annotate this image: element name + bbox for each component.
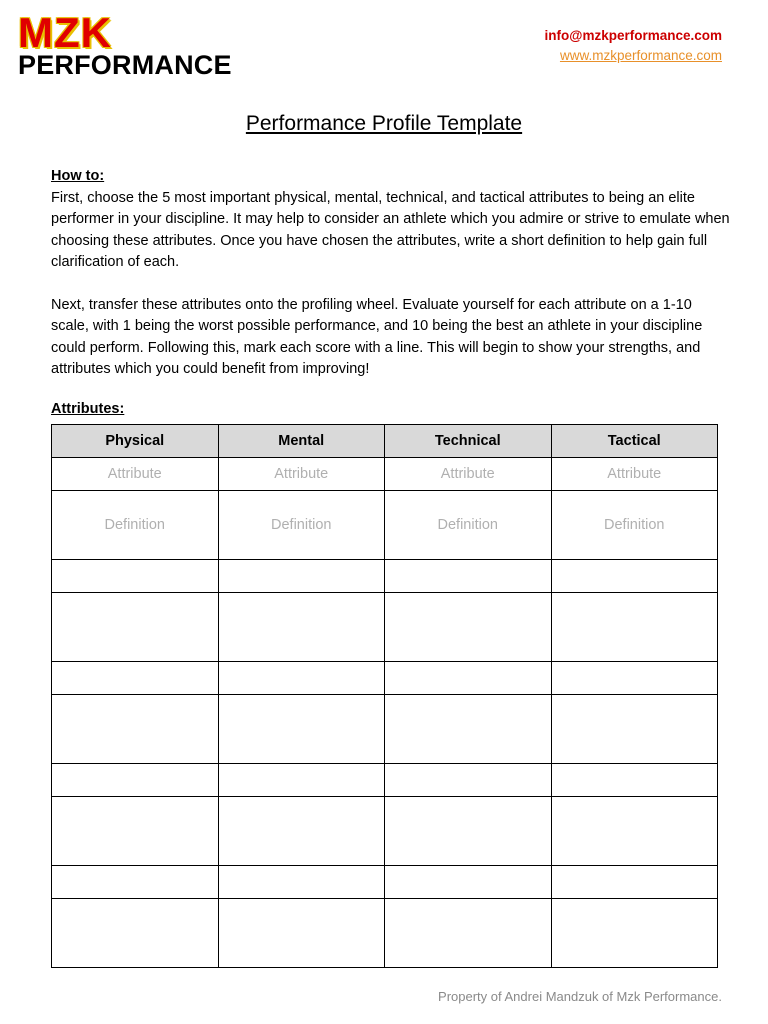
logo-performance-text: PERFORMANCE (18, 50, 232, 80)
attribute-cell[interactable]: Attribute (52, 458, 219, 491)
table-row (52, 491, 718, 560)
attribute-cell[interactable] (551, 764, 718, 797)
contact-email-link[interactable]: info@mzkperformance.com (544, 28, 722, 43)
attribute-cell[interactable] (218, 764, 385, 797)
attributes-table (51, 424, 718, 968)
attribute-cell[interactable] (385, 662, 552, 695)
logo-mzk-text: MZK (18, 9, 112, 56)
attribute-cell[interactable]: Attribute (385, 458, 552, 491)
howto-section (51, 166, 731, 381)
definition-cell[interactable] (52, 797, 219, 866)
attribute-cell[interactable] (52, 764, 219, 797)
footer-attribution: Property of Andrei Mandzuk of Mzk Performance. (438, 989, 722, 1004)
definition-cell[interactable] (218, 695, 385, 764)
brand-logo (18, 9, 232, 80)
column-header-tactical: Tactical (551, 425, 718, 458)
attribute-cell[interactable] (385, 866, 552, 899)
column-header-technical: Technical (385, 425, 552, 458)
table-row (52, 695, 718, 764)
table-row (52, 899, 718, 968)
table-row (52, 764, 718, 797)
definition-cell[interactable] (52, 593, 219, 662)
definition-cell[interactable] (385, 899, 552, 968)
attribute-cell[interactable]: Attribute (218, 458, 385, 491)
attribute-cell[interactable] (385, 764, 552, 797)
definition-cell[interactable] (385, 695, 552, 764)
table-header-row (52, 425, 718, 458)
definition-cell[interactable] (52, 899, 219, 968)
table-row (52, 560, 718, 593)
definition-cell[interactable] (385, 593, 552, 662)
attribute-cell[interactable] (218, 866, 385, 899)
definition-cell[interactable] (218, 593, 385, 662)
definition-cell[interactable]: Definition (551, 491, 718, 560)
attributes-heading-wrap (51, 401, 124, 417)
column-header-mental: Mental (218, 425, 385, 458)
definition-cell[interactable] (551, 593, 718, 662)
attribute-cell[interactable] (551, 560, 718, 593)
definition-cell[interactable]: Definition (385, 491, 552, 560)
definition-cell[interactable] (218, 899, 385, 968)
attribute-cell[interactable] (218, 662, 385, 695)
definition-cell[interactable] (218, 797, 385, 866)
definition-cell[interactable] (551, 797, 718, 866)
attribute-cell[interactable] (551, 662, 718, 695)
page-title: Performance Profile Template (245, 112, 523, 135)
table-row (52, 458, 718, 491)
attribute-cell[interactable] (551, 866, 718, 899)
table-row (52, 593, 718, 662)
table-row (52, 866, 718, 899)
definition-cell[interactable] (52, 695, 219, 764)
contact-info (545, 26, 722, 66)
attribute-cell[interactable] (218, 560, 385, 593)
attributes-heading: Attributes: (51, 401, 125, 417)
attribute-cell[interactable] (52, 866, 219, 899)
howto-paragraph-2: Next, transfer these attributes onto the profiling wheel. Evaluate yourself for each attribute on a 1-10 scale, with 1 being the worst possible performance, and 10 being the best an athlete in your discipline could perform. Following this, mark each score with a line. This will begin to show your strengths, and attributes which you could benefit from improving! (51, 296, 703, 377)
table-row (52, 797, 718, 866)
definition-cell[interactable]: Definition (218, 491, 385, 560)
howto-paragraph-1: First, choose the 5 most important physical, mental, technical, and tactical attributes to being an elite performer in your discipline. It may help to consider an athlete which you admire or strive to emulate when choosing these attributes. Once you have chosen the attributes, write a short definition to help gain full clarification of each. (51, 189, 730, 270)
attribute-cell[interactable] (52, 560, 219, 593)
definition-cell[interactable] (551, 899, 718, 968)
table-row (52, 662, 718, 695)
contact-website-link[interactable]: www.mzkperformance.com (559, 48, 722, 63)
definition-cell[interactable] (385, 797, 552, 866)
definition-cell[interactable]: Definition (52, 491, 219, 560)
attribute-cell[interactable] (52, 662, 219, 695)
attribute-cell[interactable]: Attribute (551, 458, 718, 491)
howto-heading: How to: (51, 168, 105, 184)
attribute-cell[interactable] (385, 560, 552, 593)
definition-cell[interactable] (551, 695, 718, 764)
column-header-physical: Physical (52, 425, 219, 458)
